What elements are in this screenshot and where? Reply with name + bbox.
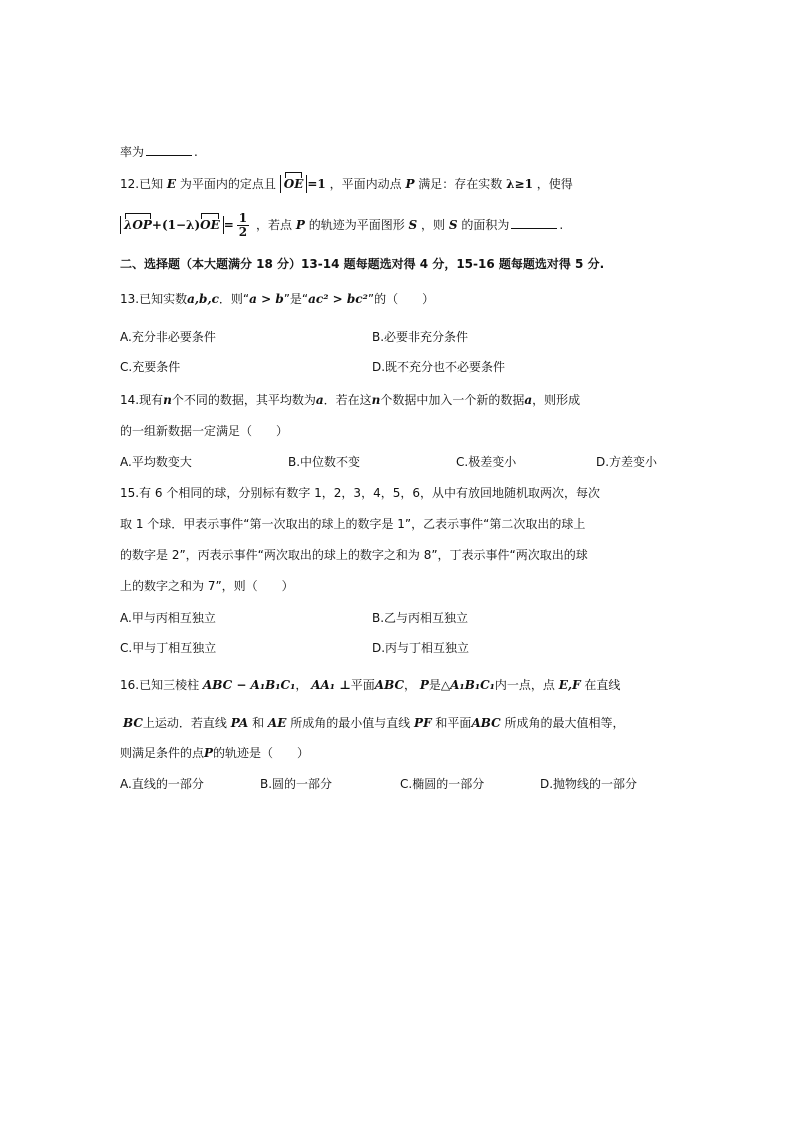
q16-text-l2b: 上运动．若直线 (142, 716, 227, 730)
q12-text-8: 的面积为 (461, 218, 510, 232)
answer-blank-11 (146, 143, 192, 156)
q13-text-3: ”的（ ） (367, 292, 435, 306)
q12-line-1 (120, 175, 573, 193)
q16-text-f: 内一点，点 (494, 678, 555, 692)
q16-point-p-2: P (204, 746, 214, 760)
q13-stem (120, 290, 434, 308)
q16-text-l2d: 所成角的最小值与直线 (290, 716, 411, 730)
q12-text-6: 的轨迹为平面图形 (308, 218, 405, 232)
q12-text-2: ，平面内动点 (329, 177, 402, 191)
q12-text-3: 满足：存在实数 (418, 177, 503, 191)
q13-option-a[interactable]: A.充分非必要条件 (120, 330, 216, 344)
q16-option-b[interactable]: B.圆的一部分 (260, 777, 333, 791)
q16-text-l2f: 所成角的最大值相等， (504, 716, 625, 730)
q16-line-2 (123, 714, 625, 732)
q16-line-3 (120, 744, 309, 762)
q13-option-d[interactable]: D.既不充分也不必要条件 (372, 360, 506, 374)
q12-text-1: 为平面内的定点且 (179, 177, 276, 191)
q12-text-5: ，若点 (255, 218, 292, 232)
q15-line-2: 取 1 个球．甲表示事件“第一次取出的球上的数字是 1”，乙表示事件“第二次取出的球上 (120, 517, 586, 531)
q12-prefix: 12.已知 (120, 177, 164, 191)
q16-line-pf: PF (414, 716, 432, 730)
q14-text-d: 个数据中加入一个新的数据 (380, 393, 525, 407)
q16-text-a: 16.已知三棱柱 (120, 678, 200, 692)
q14-option-b[interactable]: B.中位数不变 (288, 455, 361, 469)
q16-line-pa: PA (230, 716, 249, 730)
q15-line-3: 的数字是 2”，丙表示事件“两次取出的球上的数字之和为 8”，丁表示事件“两次取出的球 (120, 548, 588, 562)
q15-option-d[interactable]: D.丙与丁相互独立 (372, 641, 470, 655)
q12-eq-2: = (223, 218, 234, 232)
q15-option-c[interactable]: C.甲与丁相互独立 (120, 641, 217, 655)
answer-blank-12 (511, 216, 557, 229)
q14-text-a: 14.现有 (120, 393, 164, 407)
q14-var-n: n (163, 393, 172, 407)
q12-shape-s: S (408, 218, 418, 232)
q16-line-bc: BC (123, 716, 143, 730)
q11-tail-text: 率为 (120, 145, 145, 159)
q16-option-a[interactable]: A.直线的一部分 (120, 777, 204, 791)
q13-option-c[interactable]: C.充要条件 (120, 360, 181, 374)
q12-fraction (237, 212, 249, 239)
q13-prefix: 13.已知实数 (120, 292, 188, 306)
q16-plane-abc-2: ABC (471, 716, 501, 730)
q16-plane-abc: ABC (374, 678, 405, 692)
q12-frac-den: 2 (238, 225, 248, 239)
q15-option-b[interactable]: B.乙与丙相互独立 (372, 611, 469, 625)
q12-point-p: P (405, 177, 415, 191)
q14-var-n-2: n (371, 393, 381, 407)
q14-var-a-2: a (524, 393, 533, 407)
q16-option-d[interactable]: D.抛物线的一部分 (540, 777, 638, 791)
q13-text-1: ．则“ (218, 292, 250, 306)
q14-var-a: a (315, 393, 324, 407)
q12-lambda-cond: λ≥1 (506, 177, 533, 191)
q16-text-l2e: 和平面 (435, 716, 472, 730)
q13-cond-2: ac² > bc² (308, 292, 368, 306)
q12-point-e: E (166, 177, 177, 191)
q13-option-b[interactable]: B.必要非充分条件 (372, 330, 469, 344)
q13-cond-1: a > b (249, 292, 284, 306)
q12-shape-s-2: S (448, 218, 458, 232)
q16-line-ae: AE (267, 716, 287, 730)
q16-text-l3a: 则满足条件的点 (120, 746, 205, 760)
q11-tail (120, 143, 198, 161)
q14-option-d[interactable]: D.方差变小 (596, 455, 658, 469)
q14-text-e: ，则形成 (532, 393, 581, 407)
vector-lambda-op: λOP (124, 218, 152, 232)
q16-text-c: 平面 (350, 678, 375, 692)
q12-line-2 (120, 212, 563, 239)
q16-point-p: P (419, 678, 429, 692)
q15-line-1: 15.有 6 个相同的球，分别标有数字 1，2，3，4，5，6，从中有放回地随机取两次，每次 (120, 486, 600, 500)
section-2-heading: 二、选择题（本大题满分 18 分）13-14 题每题选对得 4 分，15-16 题每题选对得 5 分. (120, 257, 605, 271)
q16-perp: AA₁ ⊥ (311, 678, 351, 692)
q12-abs-oe (280, 175, 308, 193)
q16-text-l2c: 和 (252, 716, 265, 730)
q14-text-b: 个不同的数据，其平均数为 (171, 393, 316, 407)
q15-line-4: 上的数字之和为 7”，则（ ） (120, 579, 294, 593)
q14-option-c[interactable]: C.极差变小 (456, 455, 517, 469)
q16-line-1 (120, 676, 620, 694)
q12-abs-expr (120, 216, 224, 234)
q16-option-c[interactable]: C.椭圆的一部分 (400, 777, 485, 791)
q12-text-7: ，则 (421, 218, 446, 232)
q16-text-b: ， (295, 678, 308, 692)
vector-oe: OE (283, 177, 304, 191)
q16-text-d: ， (404, 678, 417, 692)
q13-vars: a,b,c (187, 292, 219, 306)
q12-expr-mid: +(1−λ) (151, 218, 201, 232)
q14-text-c: ．若在这 (323, 393, 372, 407)
q16-text-e: 是△ (428, 678, 451, 692)
q11-tail-end: . (194, 145, 198, 159)
vector-oe-2: OE (200, 218, 220, 232)
q12-end: . (559, 218, 564, 232)
q12-point-p-2: P (295, 218, 305, 232)
q12-text-4: ，使得 (536, 177, 573, 191)
q14-option-a[interactable]: A.平均数变大 (120, 455, 192, 469)
q16-triangle: A₁B₁C₁ (450, 678, 495, 692)
q14-line-1 (120, 391, 580, 409)
q16-text-g: 在直线 (584, 678, 621, 692)
q14-line-2: 的一组新数据一定满足（ ） (120, 424, 289, 438)
q15-option-a[interactable]: A.甲与丙相互独立 (120, 611, 216, 625)
q16-prism: ABC − A₁B₁C₁ (202, 678, 296, 692)
q12-eq-1: =1 (307, 177, 326, 191)
q12-frac-num: 1 (238, 211, 248, 225)
q16-points-ef: E,F (558, 678, 581, 692)
q16-text-l3b: 的轨迹是（ ） (213, 746, 310, 760)
q13-text-2: ”是“ (283, 292, 309, 306)
